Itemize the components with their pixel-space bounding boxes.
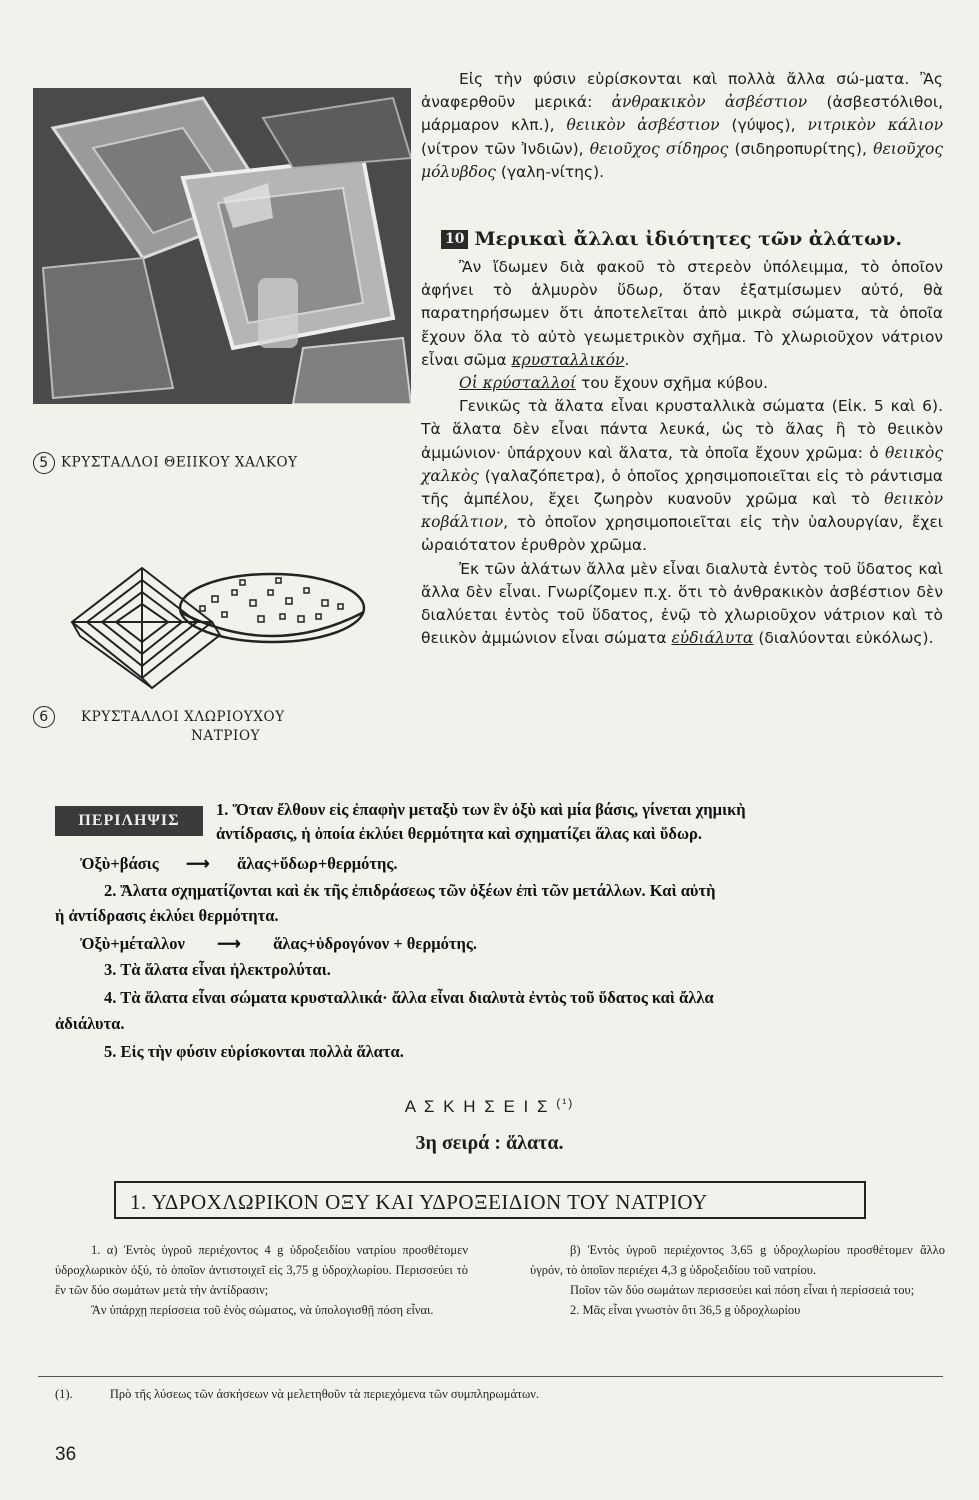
figure-5-photo <box>33 88 411 404</box>
figure-6-caption-line2: ΝΑΤΡΙΟΥ <box>191 728 261 744</box>
exercises-heading-text: Α Σ Κ Η Σ Ε Ι Σ <box>404 1097 550 1116</box>
footnote <box>55 1384 945 1404</box>
p1-text: Ἂν ἴδωμεν διὰ φακοῦ τὸ στερεὸν ὑπόλειμμα, τὸ ὁποῖον ἀφήνει τὸ ἁλμυρὸν ὕδωρ, ὅταν ἐξατμίσωμεν αὐτό, θὰ παρατηρήσωμεν ὅτι ἀποτελεῖται ἀπὸ μικρὰ σώματα, τὰ ὁποῖα ἔχουν ὅλα τὸ αὐτὸ γεωμετρικὸν σχῆμα. Τὸ χλωριοῦχον νάτριον εἶναι σῶμα <box>421 258 943 369</box>
copper-sulfate-crystals-image <box>33 88 411 404</box>
summary-item-1-line-1: 1. Ὅταν ἔλθουν εἰς ἐπαφὴν μεταξὺ των ἓν ὀξὺ καὶ μία βάσις, γίνεται χημικὴ <box>216 800 746 819</box>
arrow-icon: ⟶ <box>186 854 210 873</box>
term-cobalt-sulfate: θειικὸν κοβάλτιον <box>421 490 943 532</box>
term-crystalline: κρυσταλλικόν <box>511 350 625 369</box>
exercise-1a-question: Ἂν ὑπάρχῃ περίσσεια τοῦ ἑνὸς σώματος, νὰ ὑπολογισθῇ πόση εἶναι. <box>91 1303 434 1317</box>
intro-text-1: Εἰς τὴν φύσιν εὑρίσκονται καὶ πολλὰ ἄλλα σώ- <box>459 70 865 88</box>
exercise-2: 2. Μᾶς εἶναι γνωστὸν ὅτι 36,5 g ὑδροχλωρίου <box>570 1303 801 1317</box>
p3-text-b: (γαλαζόπετρα), ὁ ὁποῖος χρησιμοποιεῖται εἰς τὸ ράντισμα τῆς ἀμπέλου, ἔχει ζωηρὸν κυανοῦν χρῶμα καὶ τὸ <box>421 466 943 509</box>
summary-item-2-line-2: ἡ ἀντίδρασις ἐκλύει θερμότητα. <box>55 906 279 925</box>
equation-1-right: ἅλας+ὕδωρ+θερμότης. <box>236 854 398 873</box>
figure-6-drawing <box>62 560 382 700</box>
term-soluble: εὐδιάλυτα <box>671 629 754 648</box>
term-calcium-sulfate: θειικὸν ἀσβέστιον <box>566 116 720 135</box>
section-number: 10 <box>441 230 468 249</box>
figure-6-number: 6 <box>33 706 55 728</box>
term-potassium-nitrate: νιτρικὸν κάλιον <box>807 116 943 135</box>
arrow-icon: ⟶ <box>217 934 241 953</box>
footnote-mark: (1). <box>55 1387 73 1401</box>
term-calcium-carbonate: ἀνθρακικὸν ἀσβέστιον <box>611 93 808 112</box>
summary-item-5: 5. Εἰς τὴν φύσιν εὑρίσκονται πολλὰ ἅλατα. <box>104 1042 404 1061</box>
figure-5-number: 5 <box>33 452 55 474</box>
term-lead-sulfide: θειοῦχος μόλυβδος <box>421 139 944 181</box>
equation-2-right: ἅλας+ὑδρογόνον + θερμότης. <box>273 934 477 953</box>
p4-text-a: Ἐκ τῶν ἁλάτων ἄλλα μὲν εἶναι διαλυτὰ ἐντὸς τοῦ ὕδατος καὶ ἄλλα δὲν εἶναι. Γνωρίζομεν π.χ. ὅτι τὸ ἀνθρακικὸν ἀσβέστιον δὲν διαλύεται ἐντὸς τοῦ ὕδατος, ἐνῷ τὸ χλωριοῦχον νάτριον καὶ τὸ θειικὸν ἀμμώνιον εἶναι σώματα <box>421 559 943 648</box>
equation-1 <box>80 850 397 878</box>
intro-text-6: (σιδηροπυρίτης), <box>728 139 874 158</box>
summary-item-1-line-2: ἀντίδρασις, ἡ ὁποία ἐκλύει θερμότητα καὶ σχηματίζει ἅλας καὶ ὕδωρ. <box>216 824 703 843</box>
p3-text-a: Γενικῶς τὰ ἅλατα εἶναι κρυσταλλικὰ σώματα (Εἰκ. 5 καὶ 6). Τὰ ἅλατα δὲν εἶναι πάντα λευκά, ὡς τὸ ἅλας ἢ τὸ θειικὸν ἀμμώνιον· ὑπάρχουν καὶ ἅλατα, τὰ ὁποῖα ἔχουν χρῶμα: ὁ <box>421 397 943 462</box>
intro-text-7: (γαλη-νίτης). <box>495 162 605 181</box>
footnote-text: Πρὸ τῆς λύσεως τῶν ἀσκήσεων νὰ μελετηθοῦν τὰ περιεχόμενα τῶν συμπληρωμάτων. <box>109 1387 540 1401</box>
summary-badge: ΠΕΡΙΛΗΨΙΣ <box>55 806 203 836</box>
figure-5-caption-text: ΚΡΥΣΤΑΛΛΟΙ ΘΕΙΙΚΟΥ ΧΑΛΚΟΥ <box>61 454 298 471</box>
summary-item-4-line-1: 4. Τὰ ἅλατα εἶναι σώματα κρυσταλλικά· ἄλλα εἶναι διαλυτὰ ἐντὸς τοῦ ὕδατος καὶ ἄλλα <box>104 988 714 1007</box>
salt-crystals-drawing <box>62 560 382 700</box>
exercise-1a: 1. α) Ἐντὸς ὑγροῦ περιέχοντος 4 g ὑδροξειδίου νατρίου προσθέτομεν ὑδροχλωρικὸν ὀξύ, τὸ ὁποῖον ἀντιστοιχεῖ εἰς 3,75 g ὑδροχλωρίου. Περισσεύει τὸ ἓν τῶν δύο σωμάτων μετὰ τὴν ἀντίδρασιν; <box>55 1243 468 1297</box>
section-paragraph-4 <box>421 558 943 651</box>
exercise-series: 3η σειρά : ἅλατα. <box>415 1132 564 1154</box>
equation-2-left: Ὀξὺ+μέταλλον <box>80 934 185 953</box>
term-copper-sulfate: θειικὸς χαλκὸς <box>421 443 943 485</box>
exercise-1b: β) Ἐντὸς ὑγροῦ περιέχοντος 3,65 g ὑδροχλωρίου προσθέτομεν ἄλλο ὑγρόν, τὸ ὁποῖον περιέχει 4,3 g ὑδροξειδίου τοῦ νατρίου. <box>530 1243 945 1277</box>
section-title: Μερικαὶ ἄλλαι ἰδιότητες τῶν ἀλάτων. <box>474 228 903 250</box>
figure-6-caption <box>33 706 393 744</box>
figure-6-caption-line1: ΚΡΥΣΤΑΛΛΟΙ ΧΛΩΡΙΟΥΧΟΥ <box>81 708 285 725</box>
page-number: 36 <box>55 1444 77 1465</box>
equation-2 <box>80 930 477 958</box>
term-crystals: Οἱ κρύσταλλοί <box>459 374 577 393</box>
equation-1-left: Ὀξὺ+βάσις <box>80 854 159 873</box>
footnote-rule <box>38 1376 943 1377</box>
summary-item-4-line-2: ἀδιάλυτα. <box>55 1014 125 1033</box>
exercise-right-column <box>530 1240 945 1320</box>
term-iron-sulfide: θειοῦχος σίδηρος <box>589 139 729 158</box>
section-paragraph-3 <box>421 395 943 557</box>
intro-text-5: (νίτρον τῶν Ἰνδιῶν), <box>421 139 590 158</box>
exercise-1b-question: Ποῖον τῶν δύο σωμάτων περισσεύει καὶ πόση εἶναι ἡ περίσσειά του; <box>570 1283 915 1297</box>
p4-text-b: (διαλύονται εὐκόλως). <box>753 629 934 648</box>
section-paragraph-1 <box>421 256 943 372</box>
exercises-heading <box>0 1096 979 1117</box>
intro-text-4: (γύψος), <box>719 116 808 135</box>
summary-item-3: 3. Τὰ ἅλατα εἶναι ἠλεκτρολύται. <box>104 960 331 979</box>
p1-end: . <box>624 350 630 369</box>
p3-text-c: , τὸ ὁποῖον χρησιμοποιεῖται εἰς τὴν ὑαλουργίαν, ἔχει ὡραιότατον ἐρυθρὸν χρῶμα. <box>421 513 943 555</box>
intro-text-3: (ἀσβεστόλιθοι, μάρμαρον κλπ.), <box>421 93 943 135</box>
summary-item-2-line-1: 2. Ἅλατα σχηματίζονται καὶ ἐκ τῆς ἐπιδράσεως τῶν ὀξέων ἐπὶ τῶν μετάλλων. Καὶ αὐτὴ <box>104 881 716 900</box>
exercise-left-column <box>55 1240 468 1320</box>
exercise-box-title: 1. ΥΔΡΟΧΛΩΡΙΚΟΝ ΟΞΥ ΚΑΙ ΥΔΡΟΞΕΙΔΙΟΝ ΤΟΥ ΝΑΤΡΙΟΥ <box>114 1181 866 1219</box>
p2-text: του ἔχουν σχῆμα κύβου. <box>576 374 769 393</box>
intro-paragraph <box>421 68 943 184</box>
section-body <box>421 256 943 650</box>
section-heading <box>441 228 951 250</box>
section-paragraph-2 <box>421 372 943 395</box>
figure-5-caption <box>33 452 298 474</box>
exercises-heading-note: (¹) <box>556 1096 575 1110</box>
intro-text-2: ματα. Ἂς ἀναφερθοῦν μερικά: <box>421 70 943 112</box>
